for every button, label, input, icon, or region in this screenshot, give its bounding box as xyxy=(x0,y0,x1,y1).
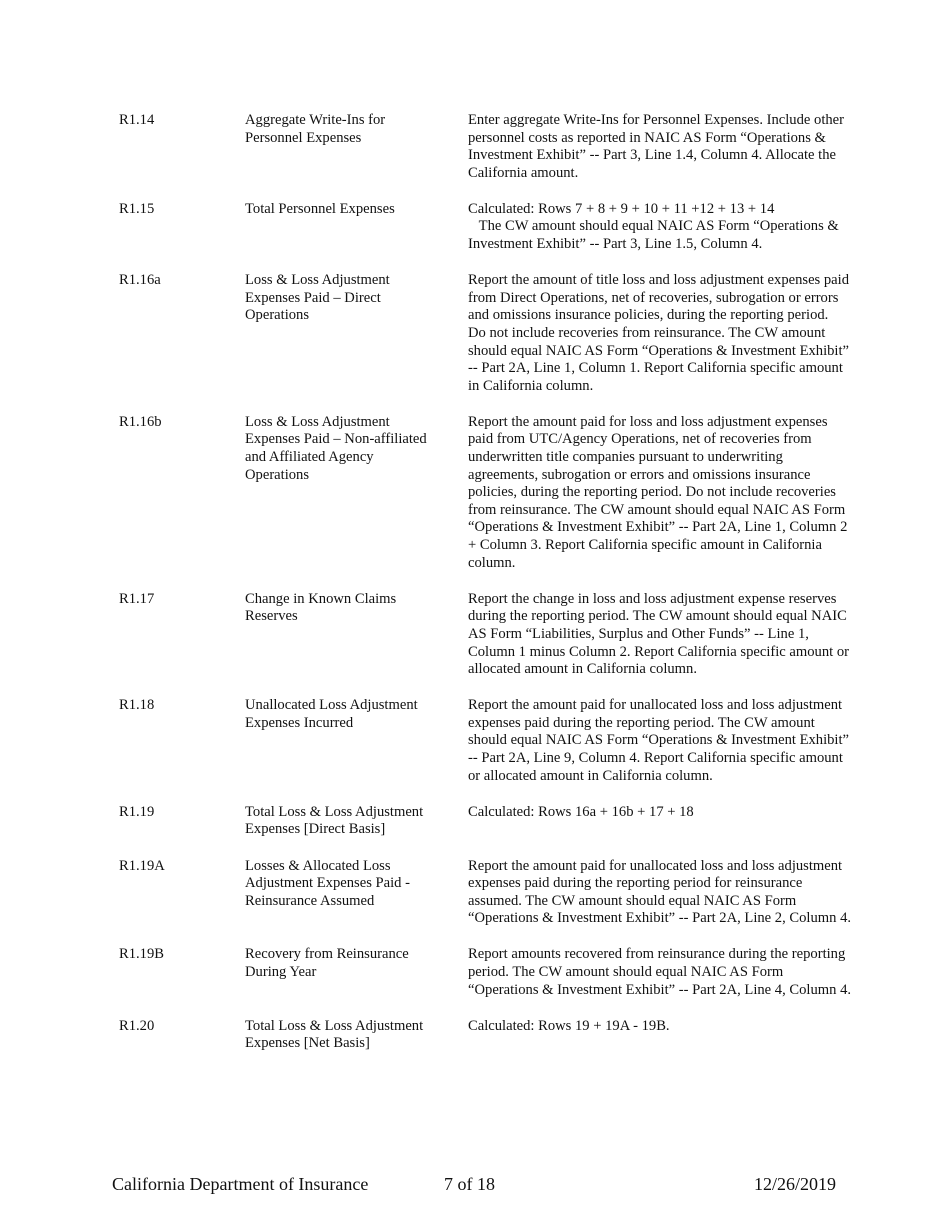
row-name-line: Expenses Paid – Direct xyxy=(245,289,381,306)
row-description-line: underwritten title companies pursuant to underwriting xyxy=(468,449,783,466)
row-description-line: Report the amount of title loss and loss adjustment expenses paid xyxy=(468,272,849,289)
row-description-line: Report the amount paid for unallocated loss and loss adjustment xyxy=(468,697,843,714)
row-name-line: Expenses [Net Basis] xyxy=(245,1035,370,1052)
row-name-line: Loss & Loss Adjustment xyxy=(245,413,390,430)
row-name xyxy=(245,804,450,839)
row-name-line: Expenses Paid – Non-affiliated xyxy=(245,431,427,448)
row-name-line: Aggregate Write-Ins for xyxy=(245,112,386,128)
row-name-line: Expenses Incurred xyxy=(245,714,354,731)
row-description-line: from Direct Operations, net of recoveries, subrogation or errors xyxy=(468,289,839,306)
row-name-line: Expenses [Direct Basis] xyxy=(245,821,386,838)
row-name-line: and Affiliated Agency xyxy=(245,449,374,466)
row-name-line: Losses & Allocated Loss xyxy=(245,857,391,874)
row-description-line: expenses paid during the reporting period for reinsurance xyxy=(468,875,803,892)
row-description-line: should equal NAIC AS Form “Operations & Investment Exhibit” xyxy=(468,342,850,359)
row-name-line: Operations xyxy=(245,466,310,483)
row-name xyxy=(245,858,450,911)
row-name xyxy=(245,272,450,325)
row-name xyxy=(245,414,450,484)
row-name-line: During Year xyxy=(245,963,317,980)
row-name-line: Adjustment Expenses Paid - xyxy=(245,875,410,892)
row-description-line: The CW amount should equal NAIC AS Form “Operations & xyxy=(468,218,839,235)
row-code: R1.20 xyxy=(119,1017,155,1034)
row-description xyxy=(468,858,886,928)
row-description-line: allocated amount in California column. xyxy=(468,661,697,678)
row-description-line: expenses paid during the reporting period. The CW amount xyxy=(468,714,815,731)
row-description xyxy=(468,697,886,785)
row-description-line: period. The CW amount should equal NAIC AS Form xyxy=(468,963,784,980)
row-name-line: Total Loss & Loss Adjustment xyxy=(245,1017,424,1034)
row-description-line: agreements, subrogation or errors and omissions insurance xyxy=(468,466,811,483)
row-description-line: “Operations & Investment Exhibit” -- Part 2A, Line 1, Column 2 xyxy=(468,519,848,536)
row-code: R1.19A xyxy=(119,857,165,874)
row-name-line: Recovery from Reinsurance xyxy=(245,946,409,963)
row-description xyxy=(468,804,886,822)
row-name xyxy=(245,112,450,147)
row-description-line: Investment Exhibit” -- Part 3, Line 1.5, Column 4. xyxy=(468,236,763,253)
row-code: R1.16b xyxy=(119,413,162,430)
row-code: R1.15 xyxy=(119,200,155,217)
row-description xyxy=(468,112,886,182)
row-description xyxy=(468,591,886,679)
row-description-line: Report the amount paid for unallocated loss and loss adjustment xyxy=(468,857,843,874)
row-description-line: + Column 3. Report California specific amount in California xyxy=(468,537,822,554)
row-description-line: Report the amount paid for loss and loss adjustment expenses xyxy=(468,413,828,430)
row-description-line: “Operations & Investment Exhibit” -- Part 2A, Line 4, Column 4. xyxy=(468,981,852,998)
row-description xyxy=(468,201,886,254)
row-description-line: policies, during the reporting period. Do not include recoveries xyxy=(468,484,836,501)
row-description-line: Do not include recoveries from reinsurance. The CW amount xyxy=(468,324,826,341)
row-description-line: column. xyxy=(468,554,516,571)
row-name-line: Reinsurance Assumed xyxy=(245,892,375,909)
row-description-line: Report amounts recovered from reinsurance during the reporting xyxy=(468,946,846,963)
row-name xyxy=(245,201,450,219)
row-name-line: Personnel Expenses xyxy=(245,129,362,146)
row-description-line: Calculated: Rows 16a + 16b + 17 + 18 xyxy=(468,803,694,820)
row-name-line: Total Personnel Expenses xyxy=(245,200,395,217)
row-name xyxy=(245,697,450,732)
row-description-line: Investment Exhibit” -- Part 3, Line 1.4, Column 4. Allocate the xyxy=(468,147,837,164)
row-name xyxy=(245,591,450,626)
row-name-line: Loss & Loss Adjustment xyxy=(245,272,390,289)
row-description-line: Calculated: Rows 19 + 19A - 19B. xyxy=(468,1017,670,1034)
row-description-line: in California column. xyxy=(468,377,594,394)
row-description-line: Report the change in loss and loss adjustment expense reserves xyxy=(468,590,837,607)
row-code: R1.18 xyxy=(119,697,155,714)
row-name-line: Operations xyxy=(245,307,310,324)
footer-date: 12/26/2019 xyxy=(754,1174,837,1194)
row-description xyxy=(468,946,886,999)
row-code: R1.14 xyxy=(119,112,155,128)
row-description-line: or allocated amount in California column. xyxy=(468,767,713,784)
row-description-line: during the reporting period. The CW amount should equal NAIC xyxy=(468,608,847,625)
row-description xyxy=(468,272,886,395)
row-description-line: and omissions insurance policies, during the reporting period. xyxy=(468,307,829,324)
row-description-line: paid from UTC/Agency Operations, net of recoveries from xyxy=(468,431,812,448)
row-name-line: Total Loss & Loss Adjustment xyxy=(245,803,424,820)
row-description-line: -- Part 2A, Line 9, Column 4. Report California specific amount xyxy=(468,750,843,767)
row-description-line: Column 1 minus Column 2. Report California specific amount or xyxy=(468,643,850,660)
row-description-line: -- Part 2A, Line 1, Column 1. Report California specific amount xyxy=(468,360,843,377)
row-description xyxy=(468,1018,886,1036)
row-description xyxy=(468,414,886,572)
row-description-line: assumed. The CW amount should equal NAIC AS Form xyxy=(468,892,797,909)
row-code: R1.19 xyxy=(119,803,155,820)
row-name xyxy=(245,946,450,981)
page-footer xyxy=(0,1173,950,1197)
row-description-line: personnel costs as reported in NAIC AS Form “Operations & xyxy=(468,129,826,146)
row-name xyxy=(245,1018,450,1053)
row-code: R1.16a xyxy=(119,272,161,289)
row-name-line: Reserves xyxy=(245,608,298,625)
row-description-line: California amount. xyxy=(468,164,579,181)
row-description-line: Calculated: Rows 7 + 8 + 9 + 10 + 11 +12 + 13 + 14 xyxy=(468,200,775,217)
row-description-line: should equal NAIC AS Form “Operations & Investment Exhibit” xyxy=(468,732,850,749)
row-description-line: from reinsurance. The CW amount should equal NAIC AS Form xyxy=(468,501,846,518)
footer-page-number: 7 of 18 xyxy=(444,1174,495,1194)
row-description-line: “Operations & Investment Exhibit” -- Part 2A, Line 2, Column 4. xyxy=(468,910,852,927)
row-name-line: Unallocated Loss Adjustment xyxy=(245,697,418,714)
row-description-line: AS Form “Liabilities, Surplus and Other Funds” -- Line 1, xyxy=(468,625,809,642)
footer-organization: California Department of Insurance xyxy=(112,1174,369,1194)
row-code: R1.19B xyxy=(119,946,165,963)
row-description-line: Enter aggregate Write-Ins for Personnel Expenses. Include other xyxy=(468,112,845,128)
row-code: R1.17 xyxy=(119,590,155,607)
row-name-line: Change in Known Claims xyxy=(245,590,397,607)
